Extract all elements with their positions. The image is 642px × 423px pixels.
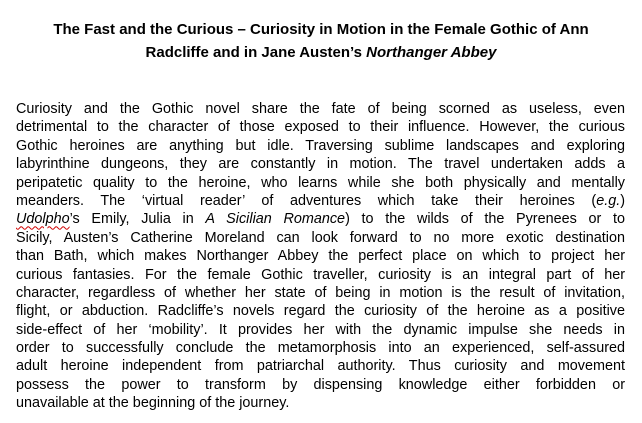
title-line-2-prefix: Radcliffe and in Jane Austen’s [145, 44, 367, 61]
abstract-sicilian-romance-italic: A Sicilian Romance [205, 211, 346, 228]
abstract-line: side-effect of her ‘mobility’. It provides her with the dynamic impulse she needs in [16, 321, 625, 338]
abstract-line: peripatetic quality to the heroine, who learns while she both physically and mentally [16, 174, 625, 191]
abstract-eg-italic: e.g. [596, 192, 621, 209]
abstract-line-6-text: meanders. The ‘virtual reader’ of adventures which take their heroines ( [16, 192, 597, 209]
abstract-line: curious fantasies. For the female Gothic traveller, curiosity is an integral part of her [16, 266, 625, 283]
abstract-line: flight, or abduction. Radcliffe’s novels regard the curiosity of the heroine as a positive [16, 303, 625, 320]
abstract-line-7 [16, 210, 625, 228]
abstract-udolpho-italic: Udolpho [16, 211, 70, 228]
abstract-line: adult heroine independent from patriarchal authority. Thus curiosity and movement [16, 358, 625, 375]
document-title [10, 18, 632, 64]
abstract-line-6 [16, 192, 625, 210]
abstract-line: possess the power to transform by dispensing knowledge either forbidden or [16, 376, 625, 393]
title-line-2-italic: Northanger Abbey [366, 44, 497, 61]
title-line-1: The Fast and the Curious – Curiosity in Motion in the Female Gothic of Ann [53, 21, 589, 38]
abstract-line: detrimental to the character of those exposed to their influence. However, the curious [16, 119, 625, 136]
abstract-paragraph [16, 100, 625, 413]
abstract-line: Gothic heroines are anything but idle. Traversing sublime landscapes and exploring [16, 137, 625, 154]
abstract-line: labyrinthine dungeons, they are constantly in motion. The travel undertaken adds a [16, 156, 625, 173]
abstract-line: Sicily, Austen’s Catherine Moreland can look forward to no more exotic destination [16, 229, 625, 246]
abstract-line: Curiosity and the Gothic novel share the fate of being scorned as useless, even [16, 101, 625, 117]
abstract-line: than Bath, which makes Northanger Abbey the perfect place on which to project her [16, 248, 625, 265]
abstract-line-7-mid: ’s Emily, Julia in [69, 211, 206, 228]
abstract-line-last: unavailable at the beginning of the journey. [16, 395, 290, 412]
abstract-line-7-tail: ) to the wilds of the Pyrenees or to [345, 211, 625, 228]
abstract-line-6-tail: ) [620, 192, 625, 209]
abstract-line: character, regardless of whether her state of being in motion is the result of invitation, [16, 284, 625, 301]
abstract-line: order to successfully conclude the metamorphosis into an experienced, self-assured [16, 340, 625, 357]
